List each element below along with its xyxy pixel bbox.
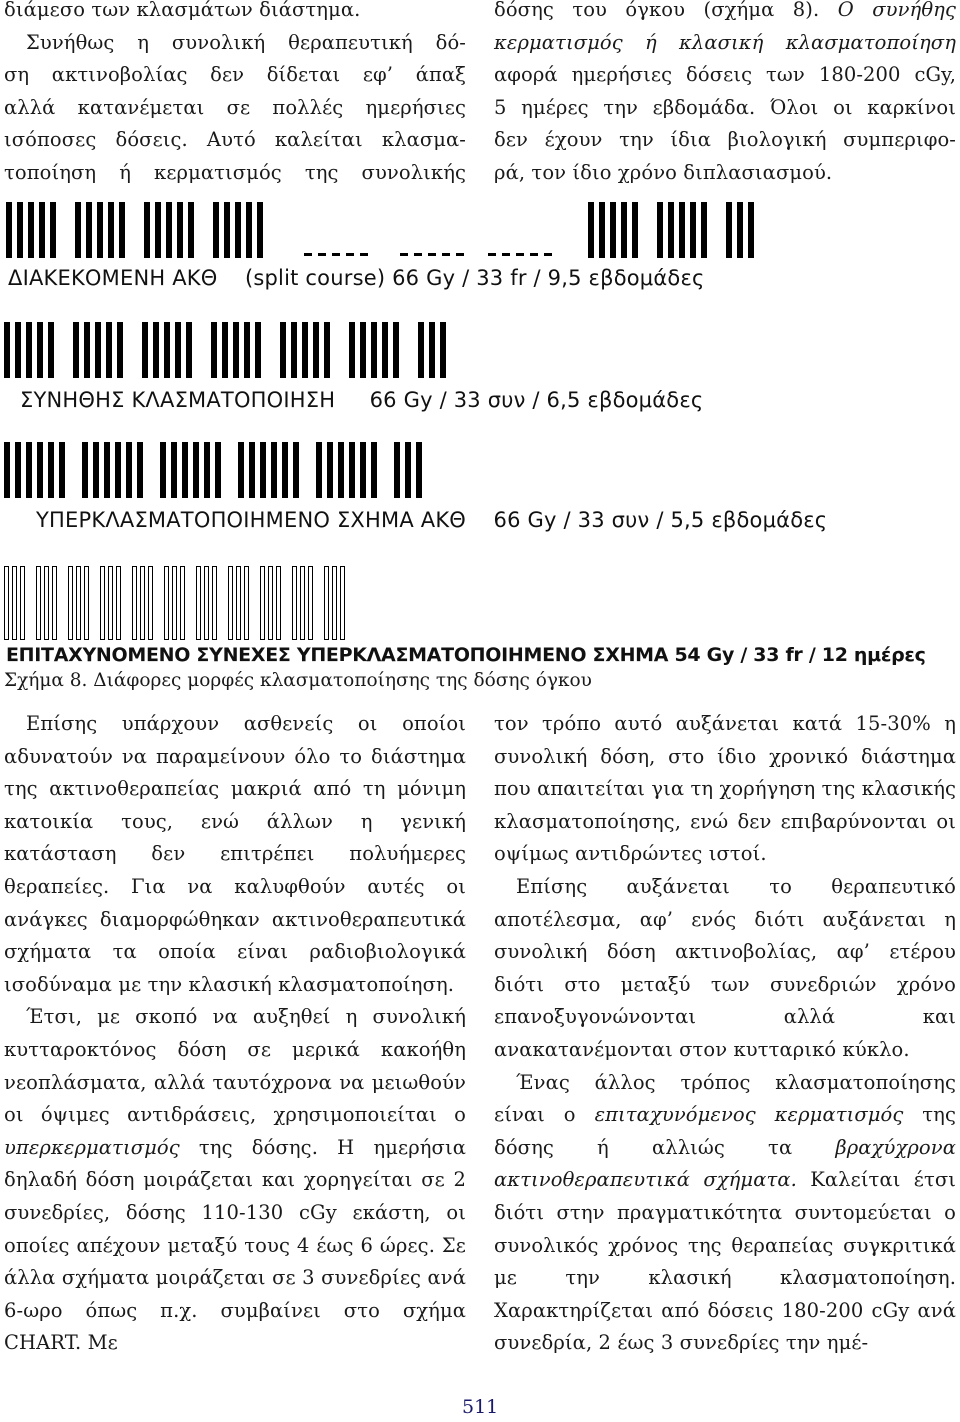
bottom-right-column (494, 708, 956, 1360)
day-bars (292, 566, 316, 638)
italic-term: υπερκερματισμός (4, 1135, 180, 1159)
text-line: ση ακτινοβολίας δεν δίδεται εφ’ άπαξ (4, 63, 466, 87)
day-bars (4, 566, 28, 638)
week-bars (211, 322, 266, 378)
paragraph: Επίσης υπάρχουν ασθενείς οι οποίοι αδυνατούν να παραμείνουν όλο το διάστημα της ακτινοθεραπείας μακριά από τη μόνιμη κατοικία τους, ενώ άλλων η γενική κατάσταση δεν επιτρέπει πολυήμερες θεραπείες. Για να καλυφθούν αυτές οι ανάγκες διαμορφώθηκαν ακτινοθεραπευτικά σχήματα τα οποία είναι ραδιοβιολογικά ισοδύναμα με την κλασική κλασματοποίηση. (4, 712, 466, 996)
text-line: 5 ημέρες την εβδομάδα. Όλοι οι καρκίνοι (494, 95, 956, 119)
accelerated-bars (4, 566, 356, 638)
paragraph: τον τρόπο αυτό αυξάνεται κατά 15-30% η συνολική δόση, στο ίδιο χρονικό διάστημα που απαιτείται για τη χορήγηση της κλασικής κλασματοποίησης, ενώ δεν επιβαρύνονται οι οψίμως αντιδρώντες ιστοί. (494, 712, 956, 866)
text-line (494, 27, 956, 60)
conventional-label: ΣΥΝΗΘΗΣ ΚΛΑΣΜΑΤΟΠΟΙΗΣΗ 66 Gy / 33 συν / 6,5 εβδομάδες (20, 388, 704, 412)
day-bars (228, 566, 252, 638)
text-line: δεν έχουν την ίδια βιολογική συμπεριφο- (494, 128, 956, 152)
text-line: Συνήθως η συνολική θεραπευτική δό- (26, 30, 466, 54)
text-fragment: Ένας άλλος τρόπος κλασματοποίησης είναι ο (494, 1070, 956, 1127)
text-fragment: της δόσης. Η ημερήσια δηλαδή δόση μοιράζεται και χορηγείται σε 2 συνεδρίες, δόσης 110-130 cGy εκάστη, οι οποίες απέχουν μεταξύ τους 4 έως 6 ώρες. Σε άλλα σχήματα μοιράζεται σε 3 συνεδρίες ανά 6-ωρο όπως π.χ. συμβαίνει στο σχήμα CHART. Με (4, 1135, 466, 1355)
page-number: 511 (462, 1396, 499, 1418)
text-fragment: Καλείται έτσι διότι στην πραγματικότητα συντομεύεται ο συνολικός χρόνος της θεραπείας συγκριτικά με την κλασική κλασματοποίηση. Χαρακτηρίζεται από δόσεις 180-200 cGy ανά συνεδρία, 2 έως 3 συνεδρίες την ημέ- (494, 1168, 956, 1355)
text-fragment: Έτσι, με σκοπό να αυξηθεί η συνολική κυτταροκτόνος δόση σε μερικά κακοήθη νεοπλάσματα, αλλά ταυτόχρονα να μειωθούν οι όψιμες αντιδράσεις, χρησιμοποιείται ο (4, 1005, 466, 1127)
text-line: αφορά ημερήσιες δόσεις των 180-200 cGy, (494, 63, 956, 87)
day-bars (100, 566, 124, 638)
week-bars (213, 202, 268, 258)
italic-term: βραχύχρονα ακτινοθεραπευτικά σχήματα. (494, 1135, 956, 1192)
figure-caption: Σχήμα 8. Διάφορες μορφές κλασματοποίησης της δόσης όγκου (4, 670, 592, 691)
week-bars (349, 322, 404, 378)
text-line: τοποίηση ή κερματισμός της συνολικής (4, 160, 466, 184)
hyperfractionated-label: ΥΠΕΡΚΛΑΣΜΑΤΟΠΟΙΗΜΕΝΟ ΣΧΗΜΑ ΑΚΘ 66 Gy / 33 συν / 5,5 εβδομάδες (36, 508, 828, 532)
week-bars (238, 442, 304, 498)
italic-term: Ο συνήθης (837, 0, 956, 21)
paragraph: Επίσης αυξάνεται το θεραπευτικό αποτέλεσμα, αφ’ ενός διότι αυξάνεται η συνολική δόση ακτινοβολίας, αφ’ ετέρου διότι στο μεταξύ των συνεδριών χρόνο επανοξυγονώνονται αλλά και ανακατανέμονται στον κυτταρικό κύκλο. (494, 874, 956, 1061)
week-bars (142, 322, 197, 378)
text-fragment: δόσης του όγκου (σχήμα 8). (494, 0, 820, 21)
text-line: διάμεσο των κλασμάτων διάστημα. (4, 0, 361, 21)
week-bars (657, 202, 712, 258)
week-bars (160, 442, 226, 498)
week-bars (588, 202, 643, 258)
text-fragment: της δόσης ή αλλιώς τα (494, 1103, 956, 1159)
day-bars (324, 566, 348, 638)
day-bars (132, 566, 156, 638)
top-right-column (494, 0, 956, 190)
week-bars (144, 202, 199, 258)
week-bars (4, 322, 59, 378)
week-bars (316, 442, 382, 498)
day-bars (36, 566, 60, 638)
week-bars (73, 322, 128, 378)
text-line (494, 0, 956, 27)
accelerated-label: ΕΠΙΤΑΧΥΝΟΜΕΝΟ ΣΥΝΕΧΕΣ ΥΠΕΡΚΛΑΣΜΑΤΟΠΟΙΗΜΕΝΟ ΣΧΗΜΑ 54 Gy / 33 fr / 12 ημέρες (6, 644, 926, 666)
conventional-bars (4, 322, 451, 378)
week-bars (4, 442, 70, 498)
text-line: ισόποσες δόσεις. Αυτό καλείται κλασμα- (4, 128, 466, 152)
day-bars (164, 566, 188, 638)
week-bars (726, 202, 759, 258)
day-bars (68, 566, 92, 638)
week-bars (418, 322, 451, 378)
week-bars (280, 322, 335, 378)
week-bars (6, 202, 61, 258)
break-dashes (400, 202, 470, 258)
hyperfractionated-bars (4, 442, 427, 498)
text-line: αλλά κατανέμεται σε πολλές ημερήσιες (4, 95, 466, 119)
split-course-label: ΔΙΑΚΕΚΟΜΕΝΗ ΑΚΘ (split course) 66 Gy / 33 fr / 9,5 εβδομάδες (8, 266, 705, 290)
text-line: ρά, τον ίδιο χρόνο διπλασιασμού. (494, 160, 833, 184)
break-dashes (304, 202, 374, 258)
day-bars (196, 566, 220, 638)
week-bars (394, 442, 427, 498)
paragraph (494, 1067, 956, 1360)
fractionation-figure (0, 196, 960, 676)
break-dashes (488, 202, 558, 258)
week-bars (82, 442, 148, 498)
bottom-left-column (4, 708, 466, 1360)
paragraph (4, 1001, 466, 1360)
split-course-bars (6, 202, 759, 258)
italic-term: κερματισμός ή κλασική κλασματοποίηση (494, 30, 956, 54)
day-bars (260, 566, 284, 638)
week-bars (75, 202, 130, 258)
top-left-column (4, 0, 466, 190)
italic-term: επιταχυνόμενος κερματισμός (594, 1103, 904, 1127)
